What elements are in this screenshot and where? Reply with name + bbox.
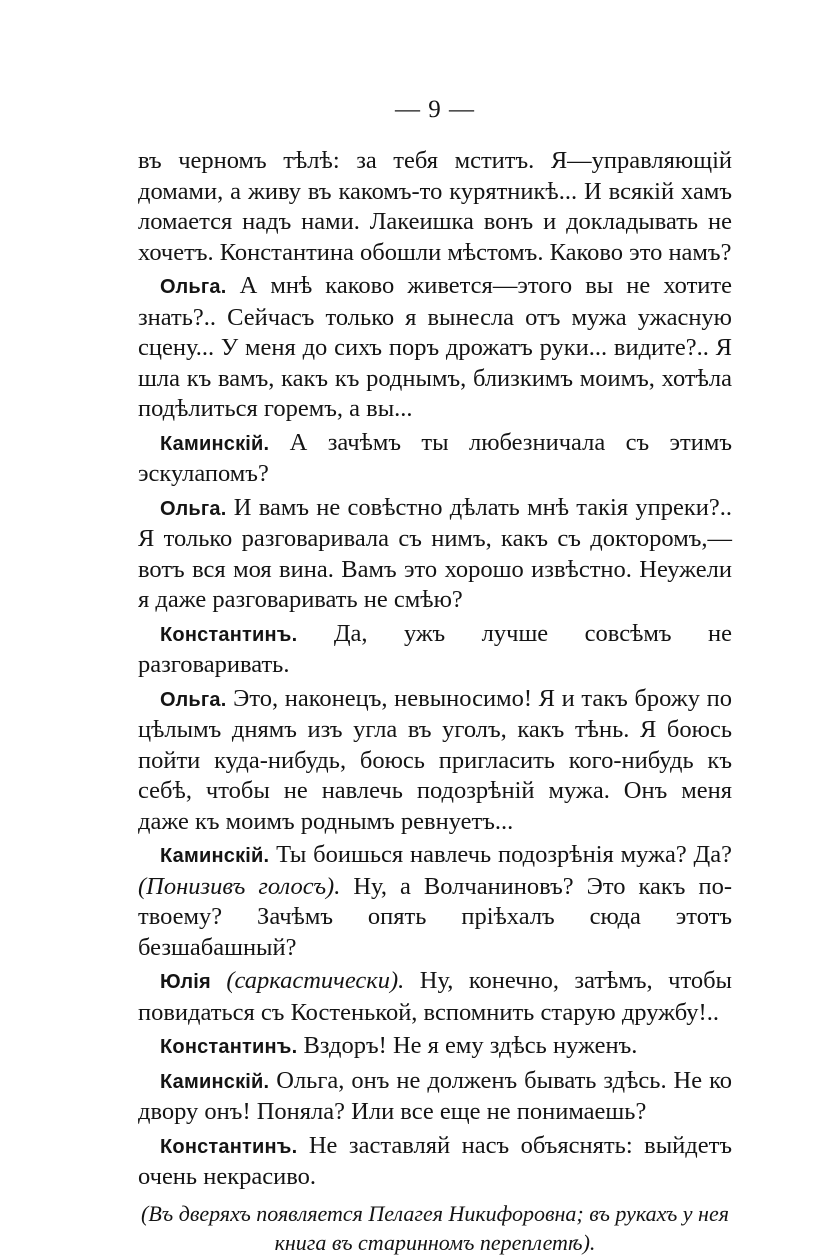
speaker-name: Ольга. [160, 688, 227, 711]
dialogue-konstantin-3 [138, 1131, 732, 1193]
dialogue-text: Вздоръ! Не я ему здѣсь нуженъ. [303, 1032, 638, 1059]
dialogue-olga-1 [138, 271, 732, 425]
page-number: — 9 — [395, 96, 475, 123]
paragraph-continuation [138, 146, 732, 268]
dialogue-text: Это, наконецъ, невыносимо! Я и такъ брожу по цѣлымъ днямъ изъ угла въ уголъ, какъ тѣнь. Я боюсь пойти куда-нибудь, боюсь пригласить кого-нибудь къ себѣ, чтобы не навлечь подозрѣній мужа. Онъ меня даже къ моимъ роднымъ ревнуетъ... [138, 684, 733, 835]
dialogue-text: Ну, а Волчаниновъ? Это какъ по-твоему? Зачѣмъ опять пріѣхалъ сюда этотъ безшабашный? [138, 872, 732, 961]
dialogue-text: Не заставляй насъ объяснять: выйдетъ очень некрасиво. [138, 1131, 732, 1190]
stage-remark: (Понизивъ голосъ). [138, 872, 341, 900]
speaker-name: Константинъ. [160, 623, 298, 646]
speaker-name: Ольга. [160, 497, 227, 520]
dialogue-text: А мнѣ каково живется—этого вы не хотите знать?.. Сейчасъ только я вынесла отъ мужа ужасную сцену... У меня до сихъ поръ дрожатъ руки... видите?.. Я шла къ вамъ, какъ къ роднымъ, близкимъ моимъ, хотѣла подѣлиться горемъ, а вы... [138, 272, 732, 422]
dialogue-olga-3 [138, 684, 732, 838]
dialogue-konstantin-1 [138, 619, 732, 681]
dialogue-text: Ольга, онъ не долженъ бывать здѣсь. Не ко двору онъ! Поняла? Или все еще не понимаешь? [138, 1066, 732, 1125]
dialogue-kaminsky-2 [138, 840, 732, 963]
dialogue-kaminsky-3 [138, 1066, 732, 1128]
stage-remark: (саркастически). [226, 967, 405, 994]
dialogue-kaminsky-1 [138, 428, 732, 490]
speaker-name: Константинъ. [160, 1135, 298, 1158]
dialogue-text: Ты боишься навлечь подозрѣнія мужа? Да? [276, 841, 733, 868]
paragraph-text: въ черномъ тѣлѣ: за тебя мститъ. Я—управляющій домами, а живу въ какомъ-то курятникѣ... И всякій хамъ ломается надъ нами. Лакеишка вонъ и докладывать не хочетъ. Константина обошли мѣстомъ. Каково это намъ? [138, 147, 732, 266]
speaker-name: Каминскій. [160, 845, 270, 867]
dialogue-text: И вамъ не совѣстно дѣлать мнѣ такія упреки?.. Я только разговаривала съ нимъ, какъ съ докторомъ,— вотъ вся моя вина. Вамъ это хорошо извѣстно. Неужели я даже разговаривать не смѣю? [138, 493, 732, 613]
dialogue-text: Да, ужъ лучше совсѣмъ не разговаривать. [138, 619, 732, 678]
dialogue-text: Ну, конечно, затѣмъ, чтобы повидаться съ Костенькой, вспомнить старую дружбу!.. [138, 967, 733, 1026]
dialogue-konstantin-2 [138, 1031, 732, 1063]
dialogue-olga-2 [138, 493, 732, 616]
speaker-name: Ольга. [160, 276, 227, 298]
stage-direction: (Въ дверяхъ появляется Пелагея Никифоровна; въ рукахъ у нея книга въ старинномъ переплетѣ). [141, 1200, 729, 1255]
speaker-name: Каминскій. [160, 432, 270, 455]
dialogue-yulia-1 [138, 966, 732, 1028]
speaker-name: Константинъ. [160, 1036, 298, 1058]
speaker-name: Юлія [160, 971, 211, 993]
speaker-name: Каминскій. [160, 1070, 270, 1093]
dialogue-text: А зачѣмъ ты любезничала съ этимъ эскулапомъ? [138, 428, 732, 487]
